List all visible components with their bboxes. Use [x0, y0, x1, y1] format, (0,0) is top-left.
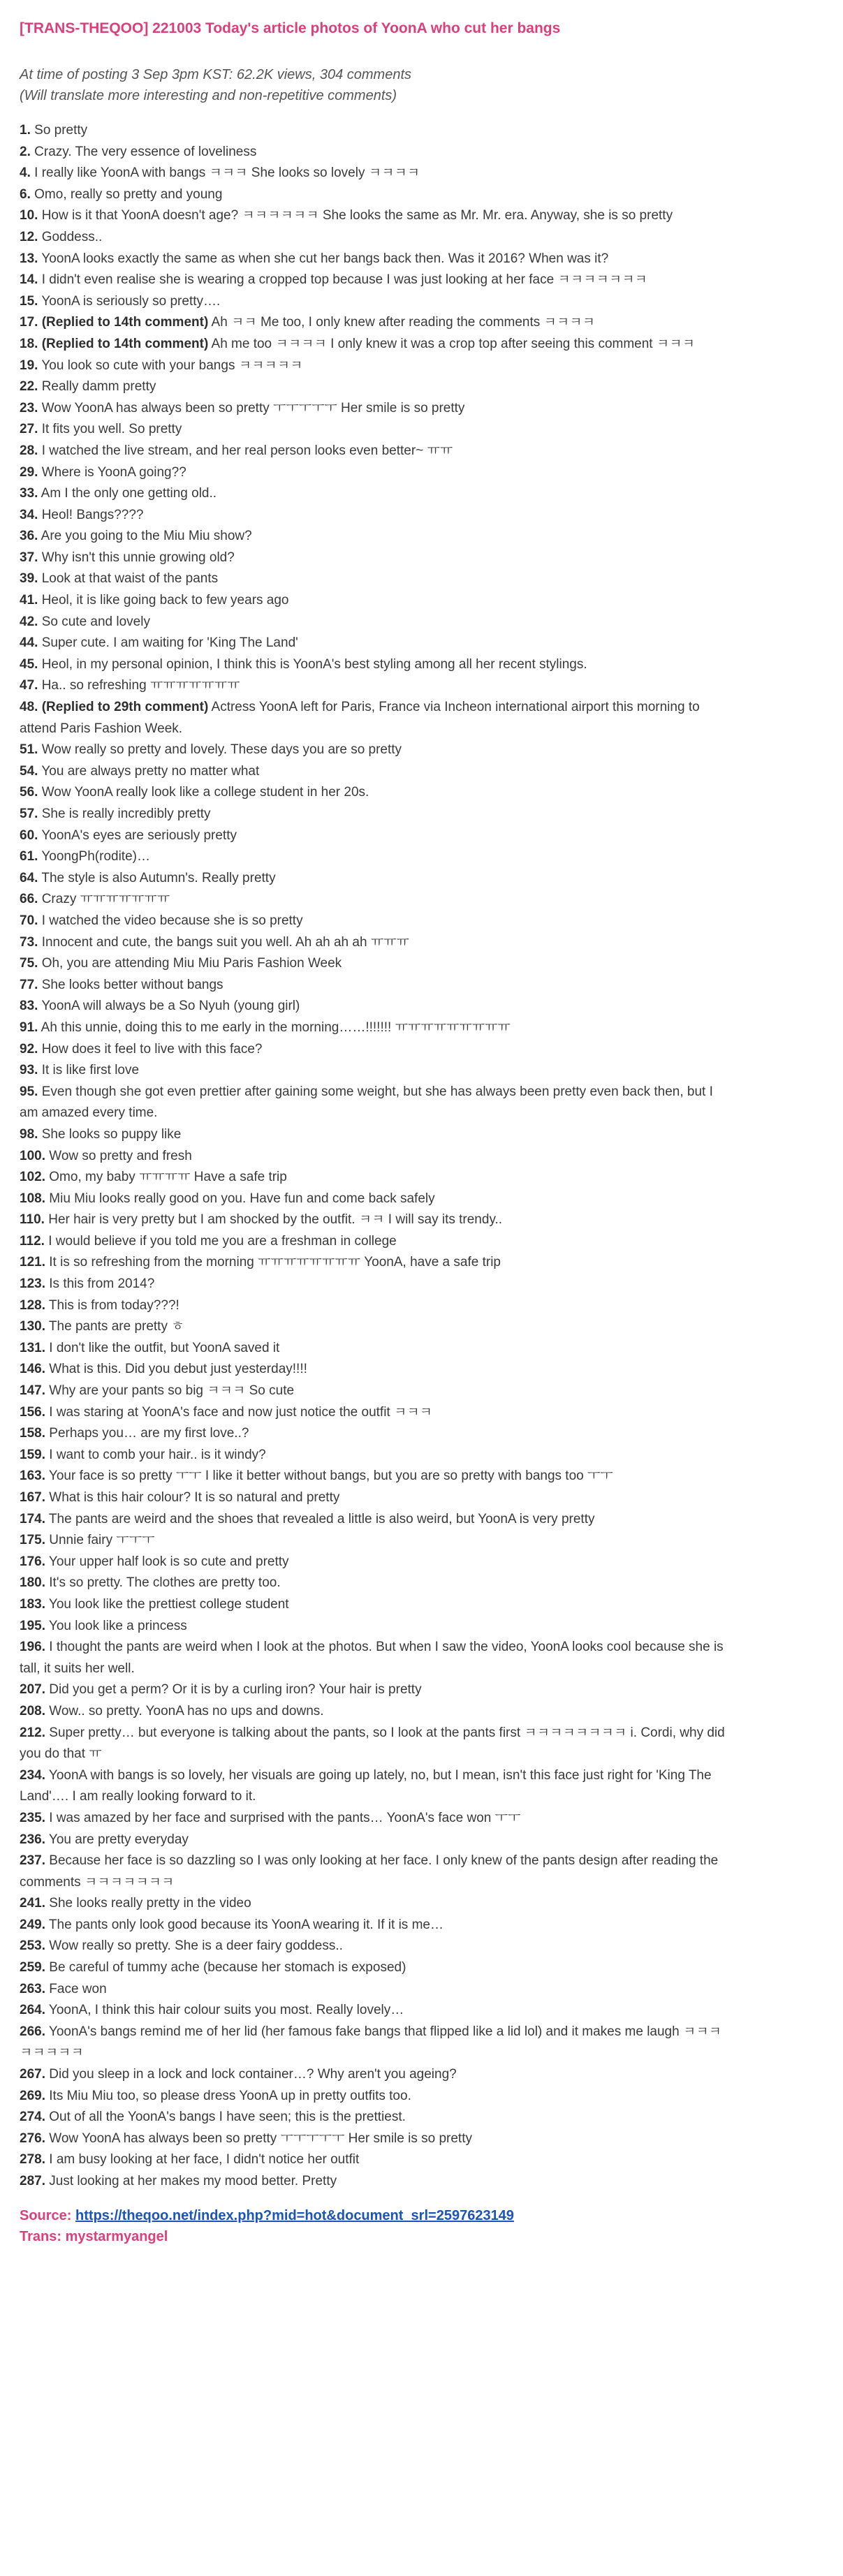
comment-item	[20, 932, 732, 954]
comment-number: 195.	[20, 1618, 45, 1633]
comment-text: Heol, it is like going back to few years ago	[41, 593, 289, 608]
comment-number: 75.	[20, 956, 38, 971]
source-label: Source:	[20, 2207, 72, 2223]
comment-number: 13.	[20, 251, 38, 266]
source-line	[20, 2205, 843, 2226]
comment-text: It is so refreshing from the morning ㅠㅠㅠㅠㅠㅠㅠㅠ YoonA, have a safe trip	[49, 1255, 501, 1270]
comment-text: She is really incredibly pretty	[41, 807, 211, 821]
comment-number: 15.	[20, 293, 38, 309]
comment-text: Wow YoonA has always been so pretty ㅜㅜㅜㅜㅜ Her smile is so pretty	[41, 400, 465, 415]
comment-number: 183.	[20, 1596, 45, 1612]
comment-text: She looks so puppy like	[41, 1126, 182, 1142]
post-stats: At time of posting 3 Sep 3pm KST: 62.2K views, 304 comments	[20, 67, 412, 82]
comment-item	[20, 2107, 732, 2128]
comment-text: Crazy ㅠㅠㅠㅠㅠㅠㅠ	[41, 892, 170, 907]
comment-number: 28.	[20, 443, 38, 458]
comment-number: 18.	[20, 336, 38, 351]
comment-number: 33.	[20, 486, 38, 501]
comment-item	[20, 1679, 732, 1701]
comment-item	[20, 761, 732, 783]
comment-text: You are always pretty no matter what	[41, 763, 260, 779]
comment-item	[20, 1637, 732, 1679]
comment-text: YoonA, I think this hair colour suits you most. Really lovely…	[48, 2003, 404, 2018]
comment-text: I watched the live stream, and her real person looks even better~ ㅠㅠ	[41, 443, 453, 458]
comment-text: YoonA will always be a So Nyuh (young girl)	[41, 999, 300, 1014]
comment-text: How does it feel to live with this face?	[41, 1041, 263, 1057]
comment-item	[20, 2086, 732, 2107]
comment-item	[20, 1402, 732, 1424]
comment-item	[20, 1252, 732, 1274]
comment-number: 276.	[20, 2130, 45, 2146]
comment-number: 266.	[20, 2024, 45, 2039]
comment-text: Did you get a perm? Or it is by a curling iron? Your hair is pretty	[49, 1682, 422, 1698]
comment-item	[20, 547, 732, 569]
comment-text: Innocent and cute, the bangs suit you well. Ah ah ah ah ㅠㅠㅠ	[41, 934, 409, 950]
comment-number: 64.	[20, 870, 38, 885]
translator-line	[20, 2226, 843, 2247]
comment-number: 163.	[20, 1469, 45, 1484]
comment-text: Just looking at her makes my mood better. Pretty	[49, 2174, 337, 2188]
comment-number: 22.	[20, 379, 38, 395]
comment-text: The pants only look good because its YoonA wearing it. If it is me…	[48, 1917, 444, 1932]
comment-number: 158.	[20, 1426, 45, 1441]
comment-text: Her hair is very pretty but I am shocked by the outfit. ㅋㅋ I will say its trendy..	[48, 1212, 503, 1228]
comment-text: I am busy looking at her face, I didn't notice her outfit	[49, 2152, 360, 2167]
comment-item	[20, 1979, 732, 2001]
post-title: [TRANS-THEQOO] 221003 Today's article photos of YoonA who cut her bangs	[20, 20, 561, 36]
comment-item	[20, 889, 732, 911]
comment-item	[20, 419, 732, 441]
comment-item	[20, 846, 732, 868]
comment-text: Goddess..	[41, 229, 103, 244]
comment-text: It is like first love	[41, 1063, 140, 1078]
comment-item	[20, 526, 732, 547]
comment-text: It fits you well. So pretty	[41, 422, 182, 437]
comment-text: I want to comb your hair.. is it windy?	[49, 1447, 266, 1462]
comment-item	[20, 633, 732, 654]
comment-text: I don't like the outfit, but YoonA saved it	[49, 1340, 280, 1355]
comment-number: 44.	[20, 635, 38, 651]
comment-text: Actress YoonA left for Paris, France via Incheon international airport this morning to attend Paris Fashion Week.	[20, 700, 700, 736]
comment-text: Ah ㅋㅋ Me too, I only knew after reading the comments ㅋㅋㅋㅋ	[211, 315, 595, 330]
comment-text: YoonA with bangs is so lovely, her visuals are going up lately, no, but I mean, isn't this face just right for 'King The Land'…. I am really looking forward to it.	[20, 1767, 712, 1804]
comment-number: 66.	[20, 892, 38, 907]
comment-number: 12.	[20, 229, 38, 244]
comment-text: Really damm pretty	[41, 379, 156, 395]
comment-item	[20, 142, 732, 163]
comment-text: You look so cute with your bangs ㅋㅋㅋㅋㅋ	[41, 358, 303, 373]
comment-item	[20, 2149, 732, 2171]
comment-text: So cute and lovely	[41, 614, 150, 629]
comment-number: 2.	[20, 144, 31, 159]
comment-item	[20, 612, 732, 633]
comment-number: 175.	[20, 1533, 45, 1548]
comment-number: 91.	[20, 1020, 38, 1035]
translator-label: Trans:	[20, 2228, 62, 2244]
post-footer	[20, 2205, 843, 2247]
comment-text: She looks better without bangs	[41, 977, 223, 992]
comment-item	[20, 953, 732, 975]
comment-item	[20, 996, 732, 1017]
comment-item	[20, 205, 732, 227]
comment-number: 269.	[20, 2088, 45, 2103]
comment-number: 73.	[20, 934, 38, 950]
comment-number: 93.	[20, 1063, 38, 1078]
comment-text: Wow really so pretty and lovely. These days you are so pretty	[41, 742, 402, 758]
comment-text: This is from today???!	[48, 1297, 179, 1313]
comment-item	[20, 1701, 732, 1723]
comment-text: Perhaps you… are my first love..?	[49, 1426, 249, 1441]
comment-number: 37.	[20, 550, 38, 565]
comment-item	[20, 1723, 732, 1765]
comment-item	[20, 782, 732, 804]
comment-item	[20, 697, 732, 739]
comment-item	[20, 1039, 732, 1061]
comment-number: 70.	[20, 913, 38, 928]
comment-item	[20, 1146, 732, 1168]
comment-item	[20, 1060, 732, 1082]
comment-item	[20, 249, 732, 270]
comment-item	[20, 227, 732, 249]
comment-number: 60.	[20, 827, 38, 843]
comment-number: 95.	[20, 1084, 38, 1099]
comment-number: 108.	[20, 1191, 45, 1206]
comment-item	[20, 1316, 732, 1338]
comment-item	[20, 1295, 732, 1317]
comment-item	[20, 911, 732, 932]
comment-item	[20, 1830, 732, 1851]
comment-item	[20, 1594, 732, 1616]
comment-list	[20, 120, 732, 2193]
comment-number: 17.	[20, 315, 38, 330]
comment-number: 4.	[20, 165, 31, 181]
comment-text: Oh, you are attending Miu Miu Paris Fashion Week	[41, 956, 342, 971]
comment-text: I thought the pants are weird when I look at the photos. But when I saw the video, YoonA looks cool because she is tall, it suits her well.	[20, 1640, 724, 1676]
comment-item	[20, 1530, 732, 1552]
comment-text: Ah me too ㅋㅋㅋㅋ I only knew it was a crop top after seeing this comment ㅋㅋㅋ	[211, 336, 695, 351]
comment-number: 56.	[20, 785, 38, 800]
comment-number: 156.	[20, 1404, 45, 1420]
comment-text: You look like a princess	[48, 1618, 187, 1633]
comment-number: 100.	[20, 1148, 45, 1163]
comment-item	[20, 505, 732, 527]
comment-text: Where is YoonA going??	[41, 464, 186, 480]
comment-item	[20, 2000, 732, 2022]
comment-number: 234.	[20, 1767, 45, 1783]
comment-text: I watched the video because she is so pretty	[41, 913, 303, 928]
comment-item	[20, 2171, 732, 2193]
comment-number: 176.	[20, 1554, 45, 1569]
comment-item	[20, 975, 732, 996]
comment-number: 29.	[20, 464, 38, 480]
comment-text: Wow.. so pretty. YoonA has no ups and downs.	[49, 1703, 324, 1718]
comment-text: The pants are weird and the shoes that revealed a little is also weird, but YoonA is very pretty	[48, 1511, 595, 1526]
comment-item	[20, 1808, 732, 1830]
comment-text: Face won	[49, 1981, 107, 1996]
comment-item	[20, 1487, 732, 1509]
comment-number: 274.	[20, 2110, 45, 2125]
comment-text: How is it that YoonA doesn't age? ㅋㅋㅋㅋㅋㅋ She looks the same as Mr. Mr. era. Anyway, she is so pretty	[41, 208, 673, 223]
comment-text: Heol! Bangs????	[41, 507, 144, 522]
comment-item	[20, 398, 732, 420]
comment-text: So pretty	[34, 123, 88, 138]
comment-text: Wow really so pretty. She is a deer fairy goddess..	[49, 1938, 343, 1954]
comment-number: 42.	[20, 614, 38, 629]
comment-text: Look at that waist of the pants	[41, 571, 219, 587]
comment-text: Did you sleep in a lock and lock container…? Why aren't you ageing?	[49, 2067, 457, 2082]
comment-item	[20, 1893, 732, 1915]
comment-number: 45.	[20, 656, 38, 672]
comment-number: 259.	[20, 1960, 45, 1975]
comment-number: 264.	[20, 2003, 45, 2018]
post-meta	[20, 64, 843, 106]
comment-number: 6.	[20, 186, 31, 202]
comment-number: 146.	[20, 1362, 45, 1377]
comment-number: 131.	[20, 1340, 45, 1355]
comment-text: I didn't even realise she is wearing a cropped top because I was just looking at her face ㅋㅋㅋㅋㅋㅋㅋ	[41, 272, 647, 288]
comment-item	[20, 1509, 732, 1531]
comment-text: Omo, my baby ㅠㅠㅠㅠ Have a safe trip	[49, 1170, 287, 1185]
translator-name: mystarmyangel	[65, 2228, 168, 2244]
comment-number: 130.	[20, 1319, 45, 1334]
comment-item	[20, 1552, 732, 1573]
comment-item	[20, 1359, 732, 1381]
comment-number: 10.	[20, 208, 38, 223]
comment-number: 102.	[20, 1170, 45, 1185]
comment-item	[20, 825, 732, 847]
comment-number: 77.	[20, 977, 38, 992]
comment-item	[20, 1381, 732, 1402]
comment-item	[20, 163, 732, 184]
reply-tag: (Replied to 14th comment)	[41, 336, 209, 351]
comment-text: The style is also Autumn's. Really pretty	[41, 870, 276, 885]
comment-number: 98.	[20, 1126, 38, 1142]
comment-item	[20, 1017, 732, 1039]
comment-number: 27.	[20, 422, 38, 437]
comment-text: You look like the prettiest college student	[48, 1596, 289, 1612]
comment-number: 235.	[20, 1810, 45, 1825]
comment-number: 167.	[20, 1490, 45, 1505]
comment-number: 128.	[20, 1297, 45, 1313]
comment-item	[20, 1466, 732, 1487]
comment-text: Wow so pretty and fresh	[49, 1148, 192, 1163]
comment-item	[20, 868, 732, 890]
comment-text: Your face is so pretty ㅜㅜ I like it better without bangs, but you are so pretty with bangs too ㅜㅜ	[48, 1469, 613, 1484]
comment-number: 236.	[20, 1832, 45, 1847]
comment-number: 196.	[20, 1640, 45, 1655]
comment-text: What is this. Did you debut just yesterday!!!!	[49, 1362, 307, 1377]
comment-text: Omo, really so pretty and young	[34, 186, 223, 202]
comment-item	[20, 675, 732, 697]
comment-number: 48.	[20, 700, 38, 715]
comment-text: Am I the only one getting old..	[41, 486, 217, 501]
comment-text: Crazy. The very essence of loveliness	[34, 144, 257, 159]
comment-item	[20, 2022, 732, 2064]
comment-item	[20, 804, 732, 825]
comment-number: 207.	[20, 1682, 45, 1698]
comment-number: 51.	[20, 742, 38, 758]
comment-item	[20, 462, 732, 484]
comment-text: Is this from 2014?	[49, 1276, 155, 1292]
comment-text: I was amazed by her face and surprised with the pants… YoonA's face won ㅜㅜ	[49, 1810, 521, 1825]
comment-text: Be careful of tummy ache (because her stomach is exposed)	[49, 1960, 406, 1975]
comment-number: 241.	[20, 1896, 45, 1911]
comment-item	[20, 2064, 732, 2086]
comment-item	[20, 376, 732, 398]
comment-number: 278.	[20, 2152, 45, 2167]
comment-text: It's so pretty. The clothes are pretty too.	[49, 1575, 281, 1591]
comment-text: Why are your pants so big ㅋㅋㅋ So cute	[49, 1383, 295, 1399]
comment-item	[20, 1936, 732, 1957]
comment-item	[20, 1209, 732, 1231]
comment-item	[20, 334, 732, 355]
comment-number: 83.	[20, 999, 38, 1014]
comment-number: 36.	[20, 529, 38, 544]
comment-item	[20, 1188, 732, 1210]
comment-item	[20, 1082, 732, 1124]
comment-text: Are you going to the Miu Miu show?	[41, 529, 252, 544]
comment-text: YoonA's bangs remind me of her lid (her famous fake bangs that flipped like a lid lol) and it makes me laugh ㅋㅋㅋㅋㅋㅋㅋㅋ	[20, 2024, 722, 2061]
comment-number: 54.	[20, 763, 38, 779]
comment-text: Your upper half look is so cute and pretty	[48, 1554, 289, 1569]
reply-tag: (Replied to 29th comment)	[41, 700, 209, 715]
comment-item	[20, 120, 732, 142]
comment-number: 1.	[20, 123, 31, 138]
comment-number: 47.	[20, 678, 38, 693]
comment-item	[20, 312, 732, 334]
comment-text: Even though she got even prettier after gaining some weight, but she has always been pretty even back then, but I am amazed every time.	[20, 1084, 713, 1121]
comment-item	[20, 1915, 732, 1936]
comment-number: 159.	[20, 1447, 45, 1462]
comment-item	[20, 1423, 732, 1445]
comment-item	[20, 355, 732, 377]
comment-number: 61.	[20, 849, 38, 864]
comment-number: 14.	[20, 272, 38, 288]
comment-text: Its Miu Miu too, so please dress YoonA up in pretty outfits too.	[49, 2088, 411, 2103]
comment-text: Super cute. I am waiting for 'King The Land'	[41, 635, 298, 651]
comment-item	[20, 270, 732, 291]
comment-number: 19.	[20, 358, 38, 373]
comment-item	[20, 1957, 732, 1979]
comment-text: Wow YoonA has always been so pretty ㅜㅜㅜㅜㅜ Her smile is so pretty	[49, 2130, 472, 2146]
comment-text: YoonA looks exactly the same as when she cut her bangs back then. Was it 2016? When was it?	[41, 251, 609, 266]
comment-item	[20, 291, 732, 313]
comment-text: Because her face is so dazzling so I was only looking at her face. I only knew of the pants design after reading the comments ㅋㅋㅋㅋㅋㅋㅋ	[20, 1853, 719, 1890]
comment-item	[20, 739, 732, 761]
comment-text: YoonA's eyes are seriously pretty	[41, 827, 237, 843]
comment-text: She looks really pretty in the video	[49, 1896, 251, 1911]
comment-number: 253.	[20, 1938, 45, 1954]
translation-note: (Will translate more interesting and non-repetitive comments)	[20, 88, 397, 103]
comment-text: Unnie fairy ㅜㅜㅜ	[49, 1533, 155, 1548]
comment-text: Wow YoonA really look like a college student in her 20s.	[41, 785, 369, 800]
comment-item	[20, 1616, 732, 1637]
comment-number: 180.	[20, 1575, 45, 1591]
comment-number: 237.	[20, 1853, 45, 1869]
comment-text: Out of all the YoonA's bangs I have seen; this is the prettiest.	[49, 2110, 406, 2125]
comment-item	[20, 1573, 732, 1594]
comment-text: Miu Miu looks really good on you. Have fun and come back safely	[49, 1191, 435, 1206]
comment-item	[20, 1274, 732, 1295]
comment-text: Heol, in my personal opinion, I think this is YoonA's best styling among all her recent stylings.	[41, 656, 587, 672]
comment-item	[20, 1231, 732, 1253]
comment-item	[20, 441, 732, 462]
comment-text: YoongPh(rodite)…	[41, 849, 150, 864]
comment-text: What is this hair colour? It is so natural and pretty	[49, 1490, 340, 1505]
comment-item	[20, 1445, 732, 1466]
comment-number: 147.	[20, 1383, 45, 1399]
comment-item	[20, 1167, 732, 1188]
comment-number: 263.	[20, 1981, 45, 1996]
comment-text: Super pretty… but everyone is talking about the pants, so I look at the pants first ㅋㅋㅋㅋㅋㅋㅋㅋ i. Cordi, why did you do that ㅠ	[20, 1725, 725, 1762]
comment-number: 121.	[20, 1255, 45, 1270]
comment-number: 267.	[20, 2067, 45, 2082]
comment-item	[20, 1850, 732, 1893]
comment-item	[20, 1765, 732, 1808]
source-link[interactable]: https://theqoo.net/index.php?mid=hot&document_srl=2597623149	[75, 2207, 514, 2223]
comment-number: 174.	[20, 1511, 45, 1526]
comment-number: 208.	[20, 1703, 45, 1718]
comment-item	[20, 184, 732, 206]
comment-text: YoonA is seriously so pretty….	[41, 293, 221, 309]
comment-number: 23.	[20, 400, 38, 415]
comment-item	[20, 568, 732, 590]
comment-item	[20, 483, 732, 505]
comment-item	[20, 1338, 732, 1360]
comment-number: 57.	[20, 807, 38, 821]
comment-text: Ha.. so refreshing ㅠㅠㅠㅠㅠㅠㅠ	[41, 678, 240, 693]
reply-tag: (Replied to 14th comment)	[41, 315, 209, 330]
comment-item	[20, 2128, 732, 2150]
comment-item	[20, 1124, 732, 1146]
comment-text: Why isn't this unnie growing old?	[41, 550, 235, 565]
comment-text: I was staring at YoonA's face and now just notice the outfit ㅋㅋㅋ	[49, 1404, 433, 1420]
comment-text: I really like YoonA with bangs ㅋㅋㅋ She looks so lovely ㅋㅋㅋㅋ	[34, 165, 420, 181]
comment-number: 123.	[20, 1276, 45, 1292]
comment-number: 212.	[20, 1725, 45, 1740]
comment-text: The pants are pretty ㅎ	[48, 1319, 184, 1334]
comment-item	[20, 590, 732, 612]
comment-text: You are pretty everyday	[48, 1832, 189, 1847]
comment-number: 287.	[20, 2174, 45, 2188]
comment-number: 41.	[20, 593, 38, 608]
comment-number: 92.	[20, 1041, 38, 1057]
comment-number: 39.	[20, 571, 38, 587]
comment-text: I would believe if you told me you are a freshman in college	[48, 1233, 397, 1249]
comment-text: Ah this unnie, doing this to me early in the morning……!!!!!!! ㅠㅠㅠㅠㅠㅠㅠㅠㅠ	[41, 1020, 511, 1035]
comment-item	[20, 654, 732, 676]
comment-number: 34.	[20, 507, 38, 522]
comment-number: 249.	[20, 1917, 45, 1932]
comment-number: 110.	[20, 1212, 45, 1228]
comment-number: 112.	[20, 1233, 45, 1249]
